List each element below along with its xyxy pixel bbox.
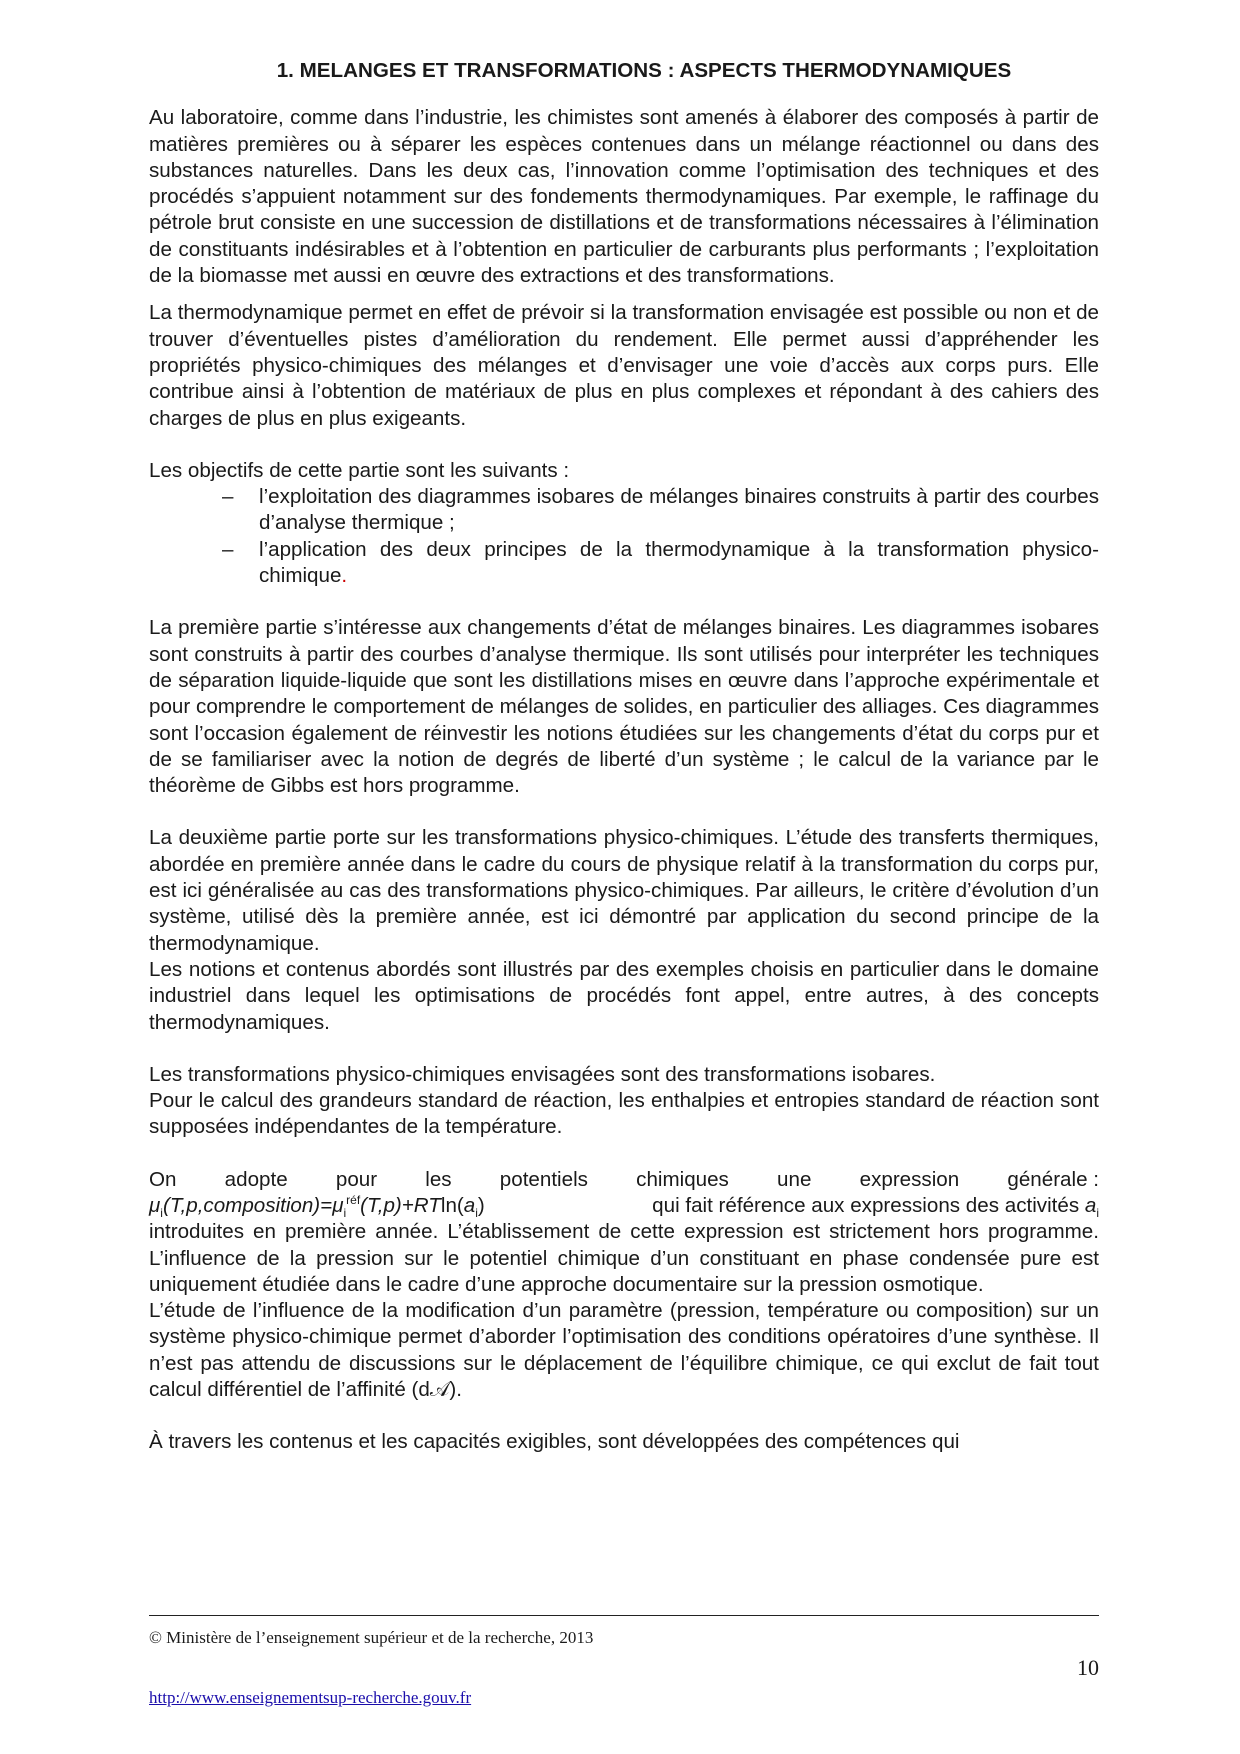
chemical-potential-formula: $\mu_i(T,p,composition)=\mu_i^{réf}(T,p)+RTln(a_i)$ qui fait référence aux expressions des activités $a_i$	[149, 1193, 1099, 1221]
paragraph-first-part: La première partie s’intéresse aux changements d’état de mélanges binaires. Les diagrammes isobares sont construits à partir des courbes d’analyse thermique. Ils sont utilisés pour interpréter les techniques de séparation liquide-liquide que sont les distillations mises en œuvre dans l’approche expérimentale et pour comprendre le comportement de mélanges de solides, en particulier des alliages. Ces diagrammes sont l’occasion également de réinvestir les notions étudiées sur les changements d’état du corps pur et de se familiariser avec la notion de degrés de liberté d’un système ; le calcul de la variance par le théorème de Gibbs est hors programme.	[149, 616, 1099, 798]
paragraph-isobares: Les transformations physico-chimiques envisagées sont des transformations isobares.	[149, 1062, 936, 1086]
formula-intro-line: On adopte pour les potentiels chimiques une expression générale :	[149, 1167, 1099, 1191]
dash-bullet: –	[222, 537, 234, 561]
paragraph-second-part: La deuxième partie porte sur les transformations physico-chimiques. L’étude des transferts thermiques, abordée en première année dans le cadre du cours de physique relatif à la transformation du corps pur, est ici généralisée au cas des transformations physico-chimiques. Par ailleurs, le critère d’évolution d’un système, utilisé dès la première année, est ici démontré par application du second principe de la thermodynamique.	[149, 826, 1099, 955]
dash-bullet: –	[222, 485, 234, 509]
objectives-list	[149, 484, 1099, 589]
paragraph-competences: À travers les contenus et les capacités exigibles, sont développées des compétences qui	[149, 1430, 960, 1454]
paragraph-standard: Pour le calcul des grandeurs standard de réaction, les enthalpies et entropies standard de réaction sont supposées indépendantes de la température.	[149, 1089, 1099, 1139]
ministry-link[interactable]: http://www.enseignementsup-recherche.gouv.fr	[149, 1688, 472, 1707]
copyright-notice: © Ministère de l’enseignement supérieur et de la recherche, 2013	[149, 1628, 594, 1647]
paragraph-notions: Les notions et contenus abordés sont illustrés par des exemples choisis en particulier dans le domaine industriel dans lequel les optimisations de procédés font appel, entre autres, à des concepts thermodynamiques.	[149, 957, 1099, 1034]
paragraph-potential-tail: introduites en première année. L’établissement de cette expression est strictement hors programme. L’influence de la pression sur le potentiel chimique d’un constituant en phase condensée pure est uniquement étudiée dans le cadre d’une approche documentaire sur la pression osmotique.	[149, 1220, 1099, 1296]
page-number: 10	[1077, 1655, 1099, 1680]
paragraph-thermodynamics: La thermodynamique permet en effet de prévoir si la transformation envisagée est possible ou non et de trouver d’éventuelles pistes d’amélioration du rendement. Elle permet aussi d’appréhender les propriétés physico-chimiques des mélanges et d’envisager une voie d’accès aux corps purs. Elle contribue ainsi à l’obtention de matériaux de plus en plus complexes et répondant à des cahiers des charges de plus en plus exigeants.	[149, 301, 1099, 430]
document-body	[149, 58, 1099, 1456]
section-title: 1. MELANGES ET TRANSFORMATIONS : ASPECTS THERMODYNAMIQUES	[276, 59, 1012, 82]
objectives-intro: Les objectifs de cette partie sont les suivants :	[149, 458, 570, 482]
list-item: – l’exploitation des diagrammes isobares de mélanges binaires construits à partir des courbes d’analyse thermique ;	[222, 485, 1099, 535]
paragraph-intro: Au laboratoire, comme dans l’industrie, les chimistes sont amenés à élaborer des composés à partir de matières premières ou à séparer les espèces contenues dans un mélange réactionnel ou dans des substances naturelles. Dans les deux cas, l’innovation comme l’optimisation des techniques et des procédés s’appuient notamment sur des fondements thermodynamiques. Par exemple, le raffinage du pétrole brut consiste en une succession de distillations et de transformations nécessaires à l’élimination de constituants indésirables et à l’obtention en particulier de carburants plus performants ; l’exploitation de la biomasse met aussi en œuvre des extractions et des transformations.	[149, 106, 1099, 288]
footer-divider	[149, 1615, 1099, 1616]
list-item: – l’application des deux principes de la thermodynamique à la transformation physico-chimique.	[222, 537, 1099, 588]
paragraph-optimisation: L’étude de l’influence de la modification d’un paramètre (pression, température ou composition) sur un système physico-chimique permet d’aborder l’optimisation des conditions opératoires d’une synthèse. Il n’est pas attendu de discussions sur le déplacement de l’équilibre chimique, ce qui exclut de fait tout calcul différentiel de l’affinité (d𝒜).	[149, 1299, 1099, 1402]
